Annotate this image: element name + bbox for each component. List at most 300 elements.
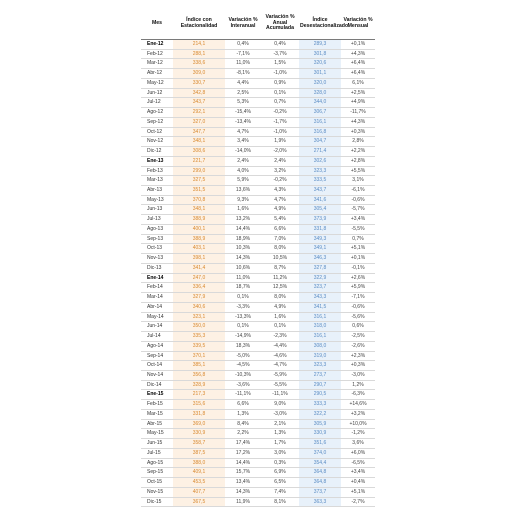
cell-mes: Jul-12 [141, 98, 173, 108]
table-row [141, 78, 375, 88]
index-table [141, 8, 375, 507]
table-row [141, 40, 375, 50]
table-row [141, 487, 375, 497]
cell-variacion-interanual: 17,4% [225, 439, 261, 449]
table-row [141, 351, 375, 361]
cell-indice-estacional: 409,1 [173, 468, 225, 478]
cell-variacion-acumulada: 4,9% [261, 302, 299, 312]
cell-variacion-interanual: 11,0% [225, 59, 261, 69]
cell-indice-desestacionalizado: 333,5 [299, 176, 341, 186]
cell-mes: May-13 [141, 195, 173, 205]
cell-mes: Sep-13 [141, 234, 173, 244]
cell-variacion-interanual: 0,1% [225, 322, 261, 332]
cell-mes: Nov-12 [141, 137, 173, 147]
cell-variacion-acumulada: 1,3% [261, 429, 299, 439]
cell-variacion-interanual: 0,1% [225, 293, 261, 303]
cell-variacion-acumulada: 4,9% [261, 205, 299, 215]
table-row [141, 127, 375, 137]
cell-variacion-acumulada: 4,3% [261, 186, 299, 196]
cell-variacion-mensual: -5,7% [341, 205, 375, 215]
cell-mes: Abr-12 [141, 69, 173, 79]
cell-mes: Mar-14 [141, 293, 173, 303]
cell-variacion-acumulada: -0,2% [261, 108, 299, 118]
cell-indice-estacional: 299,0 [173, 166, 225, 176]
header-variacion-mensual: Variación % Mensual [341, 8, 375, 40]
cell-variacion-mensual: +2,3% [341, 351, 375, 361]
cell-variacion-mensual: 0,6% [341, 322, 375, 332]
cell-indice-estacional: 387,5 [173, 448, 225, 458]
cell-variacion-acumulada: 0,7% [261, 98, 299, 108]
cell-variacion-mensual: 3,1% [341, 176, 375, 186]
cell-indice-desestacionalizado: 327,8 [299, 263, 341, 273]
cell-variacion-mensual: -2,5% [341, 332, 375, 342]
cell-variacion-acumulada: -11,1% [261, 390, 299, 400]
cell-variacion-mensual: +5,5% [341, 166, 375, 176]
cell-indice-estacional: 217,3 [173, 390, 225, 400]
cell-variacion-mensual: -0,6% [341, 195, 375, 205]
cell-variacion-mensual: +3,2% [341, 409, 375, 419]
cell-variacion-mensual: -6,3% [341, 390, 375, 400]
cell-indice-desestacionalizado: 320,6 [299, 59, 341, 69]
table-row [141, 88, 375, 98]
cell-variacion-interanual: 18,3% [225, 341, 261, 351]
cell-indice-estacional: 356,8 [173, 370, 225, 380]
cell-indice-desestacionalizado: 349,3 [299, 234, 341, 244]
cell-indice-desestacionalizado: 349,1 [299, 244, 341, 254]
cell-mes: Oct-12 [141, 127, 173, 137]
cell-indice-estacional: 339,5 [173, 341, 225, 351]
cell-variacion-mensual: -6,5% [341, 458, 375, 468]
cell-mes: Oct-15 [141, 478, 173, 488]
cell-mes: Jul-13 [141, 215, 173, 225]
cell-indice-estacional: 347,7 [173, 127, 225, 137]
cell-variacion-acumulada: 6,6% [261, 224, 299, 234]
cell-variacion-acumulada: 6,9% [261, 468, 299, 478]
cell-mes: Jun-14 [141, 322, 173, 332]
cell-indice-estacional: 288,1 [173, 49, 225, 59]
table-row [141, 312, 375, 322]
cell-variacion-interanual: 13,6% [225, 186, 261, 196]
cell-variacion-acumulada: 1,7% [261, 439, 299, 449]
cell-indice-estacional: 385,1 [173, 361, 225, 371]
cell-variacion-interanual: 13,2% [225, 215, 261, 225]
table-row [141, 380, 375, 390]
cell-indice-estacional: 348,1 [173, 205, 225, 215]
cell-indice-estacional: 327,9 [173, 293, 225, 303]
cell-variacion-interanual: 2,5% [225, 88, 261, 98]
table-row [141, 205, 375, 215]
cell-mes: Nov-13 [141, 254, 173, 264]
cell-indice-estacional: 330,7 [173, 78, 225, 88]
cell-variacion-mensual: -0,1% [341, 263, 375, 273]
cell-indice-estacional: 327,5 [173, 176, 225, 186]
cell-indice-desestacionalizado: 302,6 [299, 156, 341, 166]
cell-mes: Abr-15 [141, 419, 173, 429]
cell-indice-estacional: 370,1 [173, 351, 225, 361]
cell-indice-estacional: 403,1 [173, 244, 225, 254]
cell-indice-desestacionalizado: 319,0 [299, 351, 341, 361]
table-row [141, 468, 375, 478]
cell-indice-desestacionalizado: 364,8 [299, 468, 341, 478]
table-row [141, 322, 375, 332]
cell-variacion-interanual: -13,4% [225, 117, 261, 127]
cell-mes: Mar-12 [141, 59, 173, 69]
cell-variacion-interanual: 14,4% [225, 224, 261, 234]
cell-variacion-interanual: -3,6% [225, 380, 261, 390]
cell-variacion-interanual: 1,6% [225, 205, 261, 215]
cell-variacion-mensual: -2,6% [341, 341, 375, 351]
cell-variacion-mensual: +5,1% [341, 244, 375, 254]
cell-indice-estacional: 338,6 [173, 59, 225, 69]
cell-mes: Sep-12 [141, 117, 173, 127]
cell-indice-desestacionalizado: 289,3 [299, 40, 341, 50]
cell-variacion-mensual: +6,4% [341, 59, 375, 69]
cell-mes: Dic-12 [141, 147, 173, 157]
cell-variacion-acumulada: 1,9% [261, 137, 299, 147]
table-row [141, 176, 375, 186]
cell-indice-desestacionalizado: 290,5 [299, 390, 341, 400]
cell-variacion-mensual: -11,7% [341, 108, 375, 118]
cell-mes: Jun-12 [141, 88, 173, 98]
cell-variacion-interanual: 14,4% [225, 458, 261, 468]
cell-variacion-acumulada: 0,3% [261, 458, 299, 468]
cell-indice-desestacionalizado: 273,7 [299, 370, 341, 380]
table-row [141, 390, 375, 400]
cell-indice-desestacionalizado: 322,9 [299, 273, 341, 283]
cell-indice-estacional: 400,1 [173, 224, 225, 234]
cell-variacion-interanual: 5,9% [225, 176, 261, 186]
cell-indice-desestacionalizado: 323,7 [299, 283, 341, 293]
table-row [141, 302, 375, 312]
cell-variacion-interanual: -14,0% [225, 147, 261, 157]
table-row [141, 341, 375, 351]
cell-indice-estacional: 370,8 [173, 195, 225, 205]
cell-variacion-mensual: +5,1% [341, 487, 375, 497]
cell-indice-desestacionalizado: 305,4 [299, 205, 341, 215]
cell-variacion-interanual: -14,9% [225, 332, 261, 342]
cell-variacion-acumulada: -4,4% [261, 341, 299, 351]
table-row [141, 117, 375, 127]
table-row [141, 429, 375, 439]
cell-variacion-mensual: -2,7% [341, 497, 375, 507]
table-row [141, 156, 375, 166]
cell-indice-desestacionalizado: 373,9 [299, 215, 341, 225]
cell-mes: May-12 [141, 78, 173, 88]
cell-mes: Ene-12 [141, 40, 173, 50]
cell-variacion-acumulada: 0,1% [261, 322, 299, 332]
cell-indice-estacional: 330,9 [173, 429, 225, 439]
cell-mes: Jun-15 [141, 439, 173, 449]
table-row [141, 137, 375, 147]
cell-indice-desestacionalizado: 333,3 [299, 400, 341, 410]
cell-indice-desestacionalizado: 306,7 [299, 108, 341, 118]
cell-variacion-mensual: +0,3% [341, 361, 375, 371]
cell-variacion-acumulada: 1,5% [261, 59, 299, 69]
cell-variacion-acumulada: 9,0% [261, 400, 299, 410]
cell-variacion-mensual: -5,6% [341, 312, 375, 322]
cell-indice-estacional: 407,7 [173, 487, 225, 497]
cell-variacion-mensual: +4,9% [341, 98, 375, 108]
cell-variacion-interanual: 15,7% [225, 468, 261, 478]
header-variacion-interanual: Variación % Interanual [225, 8, 261, 40]
cell-variacion-acumulada: 3,2% [261, 166, 299, 176]
cell-variacion-acumulada: 0,9% [261, 78, 299, 88]
cell-indice-estacional: 328,9 [173, 380, 225, 390]
cell-variacion-acumulada: 8,7% [261, 263, 299, 273]
cell-variacion-interanual: 2,4% [225, 156, 261, 166]
cell-indice-estacional: 388,0 [173, 458, 225, 468]
cell-variacion-acumulada: 1,6% [261, 312, 299, 322]
cell-indice-desestacionalizado: 341,5 [299, 302, 341, 312]
table-row [141, 283, 375, 293]
cell-mes: Sep-14 [141, 351, 173, 361]
cell-variacion-mensual: +2,2% [341, 147, 375, 157]
cell-mes: Feb-14 [141, 283, 173, 293]
cell-indice-estacional: 247,0 [173, 273, 225, 283]
cell-variacion-mensual: +3,4% [341, 468, 375, 478]
cell-variacion-mensual: +5,9% [341, 283, 375, 293]
cell-variacion-interanual: -10,3% [225, 370, 261, 380]
cell-indice-desestacionalizado: 330,9 [299, 429, 341, 439]
cell-variacion-acumulada: -2,0% [261, 147, 299, 157]
table-row [141, 59, 375, 69]
table-row [141, 293, 375, 303]
cell-mes: Feb-13 [141, 166, 173, 176]
cell-variacion-mensual: -1,2% [341, 429, 375, 439]
table-row [141, 186, 375, 196]
table-row [141, 419, 375, 429]
table-row [141, 244, 375, 254]
cell-variacion-mensual: +6,0% [341, 448, 375, 458]
cell-indice-desestacionalizado: 316,1 [299, 117, 341, 127]
cell-variacion-mensual: +4,3% [341, 49, 375, 59]
cell-variacion-mensual: -7,1% [341, 293, 375, 303]
cell-variacion-mensual: -5,5% [341, 224, 375, 234]
cell-mes: Oct-14 [141, 361, 173, 371]
cell-mes: Ago-13 [141, 224, 173, 234]
cell-variacion-acumulada: 0,4% [261, 40, 299, 50]
cell-variacion-mensual: +2,5% [341, 88, 375, 98]
cell-indice-desestacionalizado: 331,8 [299, 224, 341, 234]
cell-variacion-acumulada: 2,4% [261, 156, 299, 166]
cell-variacion-acumulada: 5,4% [261, 215, 299, 225]
cell-indice-estacional: 367,5 [173, 497, 225, 507]
cell-variacion-acumulada: -2,3% [261, 332, 299, 342]
cell-indice-desestacionalizado: 373,7 [299, 487, 341, 497]
cell-mes: Ago-12 [141, 108, 173, 118]
cell-mes: Oct-13 [141, 244, 173, 254]
cell-variacion-acumulada: 7,4% [261, 487, 299, 497]
table-row [141, 273, 375, 283]
cell-variacion-acumulada: 7,0% [261, 234, 299, 244]
cell-indice-estacional: 292,1 [173, 108, 225, 118]
cell-indice-desestacionalizado: 290,7 [299, 380, 341, 390]
cell-variacion-acumulada: 4,7% [261, 195, 299, 205]
cell-variacion-interanual: 0,4% [225, 40, 261, 50]
header-variacion-acumulada: Variación % Anual Acumulada [261, 8, 299, 40]
cell-indice-estacional: 323,1 [173, 312, 225, 322]
cell-variacion-interanual: 18,7% [225, 283, 261, 293]
cell-variacion-mensual: +0,4% [341, 478, 375, 488]
cell-variacion-acumulada: 11,2% [261, 273, 299, 283]
cell-mes: Jul-14 [141, 332, 173, 342]
cell-variacion-interanual: 14,3% [225, 487, 261, 497]
cell-indice-desestacionalizado: 351,6 [299, 439, 341, 449]
cell-variacion-mensual: 1,2% [341, 380, 375, 390]
cell-mes: Sep-15 [141, 468, 173, 478]
cell-indice-desestacionalizado: 301,1 [299, 69, 341, 79]
table-row [141, 370, 375, 380]
cell-indice-estacional: 327,0 [173, 117, 225, 127]
table-row [141, 147, 375, 157]
cell-variacion-interanual: 6,6% [225, 400, 261, 410]
table-row [141, 108, 375, 118]
table-row [141, 332, 375, 342]
cell-variacion-mensual: -3,0% [341, 370, 375, 380]
table-row [141, 400, 375, 410]
table-row [141, 195, 375, 205]
cell-indice-estacional: 348,1 [173, 137, 225, 147]
cell-variacion-mensual: 6,1% [341, 78, 375, 88]
cell-variacion-acumulada: 0,1% [261, 88, 299, 98]
cell-indice-desestacionalizado: 343,7 [299, 186, 341, 196]
cell-variacion-interanual: 8,4% [225, 419, 261, 429]
cell-variacion-interanual: -3,3% [225, 302, 261, 312]
table-body [141, 40, 375, 507]
cell-mes: Dic-15 [141, 497, 173, 507]
cell-indice-estacional: 343,7 [173, 98, 225, 108]
cell-indice-estacional: 214,1 [173, 40, 225, 50]
cell-indice-desestacionalizado: 328,0 [299, 88, 341, 98]
cell-indice-desestacionalizado: 316,8 [299, 127, 341, 137]
cell-variacion-acumulada: 10,5% [261, 254, 299, 264]
cell-variacion-interanual: 10,6% [225, 263, 261, 273]
cell-variacion-acumulada: 6,5% [261, 478, 299, 488]
cell-variacion-interanual: 17,2% [225, 448, 261, 458]
cell-indice-estacional: 342,8 [173, 88, 225, 98]
cell-variacion-interanual: -4,5% [225, 361, 261, 371]
cell-indice-estacional: 453,5 [173, 478, 225, 488]
cell-variacion-acumulada: -5,5% [261, 380, 299, 390]
cell-indice-desestacionalizado: 320,0 [299, 78, 341, 88]
table-row [141, 49, 375, 59]
cell-mes: Nov-14 [141, 370, 173, 380]
cell-variacion-mensual: +6,4% [341, 69, 375, 79]
cell-mes: Ene-13 [141, 156, 173, 166]
cell-mes: Jun-13 [141, 205, 173, 215]
cell-variacion-interanual: 3,4% [225, 137, 261, 147]
cell-indice-desestacionalizado: 323,3 [299, 361, 341, 371]
cell-variacion-interanual: -11,1% [225, 390, 261, 400]
cell-indice-estacional: 309,0 [173, 69, 225, 79]
cell-variacion-acumulada: -3,7% [261, 49, 299, 59]
cell-variacion-mensual: +0,1% [341, 254, 375, 264]
cell-indice-desestacionalizado: 316,1 [299, 332, 341, 342]
cell-variacion-mensual: +0,1% [341, 40, 375, 50]
cell-variacion-interanual: 2,2% [225, 429, 261, 439]
cell-indice-desestacionalizado: 374,0 [299, 448, 341, 458]
cell-indice-desestacionalizado: 322,2 [299, 409, 341, 419]
cell-indice-desestacionalizado: 305,9 [299, 419, 341, 429]
cell-variacion-interanual: -8,1% [225, 69, 261, 79]
cell-variacion-mensual: 0,7% [341, 234, 375, 244]
cell-variacion-interanual: 11,9% [225, 497, 261, 507]
cell-variacion-mensual: +3,4% [341, 215, 375, 225]
header-indice-estacional: Índice con Estacionalidad [173, 8, 225, 40]
table-row [141, 361, 375, 371]
cell-indice-estacional: 308,6 [173, 147, 225, 157]
table-row [141, 166, 375, 176]
cell-indice-desestacionalizado: 346,3 [299, 254, 341, 264]
cell-indice-desestacionalizado: 316,1 [299, 312, 341, 322]
cell-variacion-acumulada: -4,6% [261, 351, 299, 361]
cell-variacion-acumulada: 12,5% [261, 283, 299, 293]
cell-variacion-interanual: 18,9% [225, 234, 261, 244]
cell-variacion-acumulada: 3,0% [261, 448, 299, 458]
cell-variacion-acumulada: -1,0% [261, 127, 299, 137]
cell-mes: Abr-13 [141, 186, 173, 196]
cell-variacion-acumulada: 8,1% [261, 497, 299, 507]
cell-indice-desestacionalizado: 301,8 [299, 49, 341, 59]
cell-variacion-acumulada: -3,0% [261, 409, 299, 419]
cell-indice-desestacionalizado: 364,8 [299, 478, 341, 488]
cell-variacion-acumulada: 8,0% [261, 244, 299, 254]
table-row [141, 254, 375, 264]
cell-variacion-acumulada: -4,7% [261, 361, 299, 371]
table-row [141, 458, 375, 468]
cell-indice-estacional: 369,0 [173, 419, 225, 429]
cell-indice-estacional: 315,6 [173, 400, 225, 410]
cell-variacion-mensual: +4,3% [341, 117, 375, 127]
table-row [141, 224, 375, 234]
cell-variacion-mensual: 2,8% [341, 137, 375, 147]
cell-mes: Nov-15 [141, 487, 173, 497]
cell-indice-desestacionalizado: 308,0 [299, 341, 341, 351]
table-row [141, 439, 375, 449]
data-table-container [141, 8, 375, 507]
cell-variacion-acumulada: -1,7% [261, 117, 299, 127]
cell-variacion-interanual: 4,4% [225, 78, 261, 88]
cell-mes: Jul-15 [141, 448, 173, 458]
cell-indice-estacional: 221,7 [173, 156, 225, 166]
cell-mes: Dic-14 [141, 380, 173, 390]
cell-indice-desestacionalizado: 343,3 [299, 293, 341, 303]
cell-mes: Mar-13 [141, 176, 173, 186]
table-row [141, 215, 375, 225]
cell-indice-estacional: 351,5 [173, 186, 225, 196]
cell-indice-desestacionalizado: 363,3 [299, 497, 341, 507]
cell-indice-estacional: 336,4 [173, 283, 225, 293]
cell-indice-estacional: 388,9 [173, 215, 225, 225]
cell-indice-desestacionalizado: 271,4 [299, 147, 341, 157]
cell-variacion-interanual: 4,0% [225, 166, 261, 176]
header-mes: Mes [141, 8, 173, 40]
table-row [141, 478, 375, 488]
cell-variacion-interanual: -5,0% [225, 351, 261, 361]
cell-variacion-interanual: 1,3% [225, 409, 261, 419]
table-row [141, 409, 375, 419]
cell-variacion-interanual: -7,1% [225, 49, 261, 59]
cell-mes: Feb-15 [141, 400, 173, 410]
cell-indice-estacional: 331,8 [173, 409, 225, 419]
cell-mes: Feb-12 [141, 49, 173, 59]
cell-variacion-interanual: 11,0% [225, 273, 261, 283]
table-row [141, 263, 375, 273]
cell-variacion-mensual: +10,0% [341, 419, 375, 429]
cell-variacion-acumulada: -0,2% [261, 176, 299, 186]
cell-indice-estacional: 341,4 [173, 263, 225, 273]
table-row [141, 234, 375, 244]
